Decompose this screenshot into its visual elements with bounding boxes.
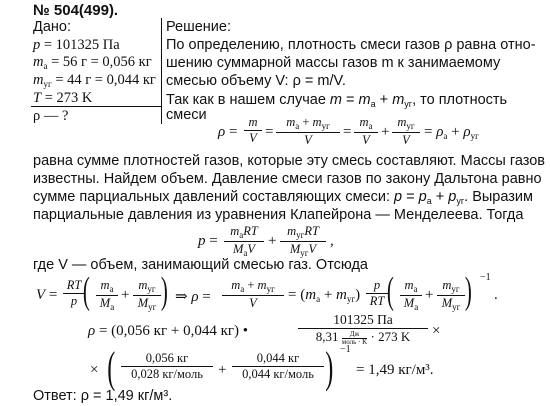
given-unknown: ρ — ? bbox=[33, 108, 69, 124]
solution-line-9: парциальные давления из уравнения Клапейрона — Менделеева. Тогда bbox=[33, 207, 524, 223]
solution-line-6: равна сумме плотностей газов, которые эту смесь составляют. Массы газов bbox=[33, 153, 545, 169]
solution-heading: Решение: bbox=[166, 19, 231, 35]
given-pressure: p = 101325 Па bbox=[33, 37, 120, 53]
solution-line-3: смесью объему V: ρ = m/V. bbox=[166, 73, 346, 89]
answer-line: Ответ: ρ = 1,49 кг/м³. bbox=[33, 388, 173, 404]
solution-line-8: сумме парциальных давлений составляющих смеси: $p = p_a + p_{уг}$. Выразим bbox=[33, 189, 533, 206]
given-mass-ug: $m_{уг} = 44$ г = 0,044 кг bbox=[33, 72, 156, 89]
given-temperature: T = 273 K bbox=[33, 90, 93, 106]
problem-number: № 504(499). bbox=[33, 2, 119, 19]
given-vertical-rule bbox=[161, 18, 162, 124]
solution-line-4: Так как в нашем случае $m = m_a + m_{уг}$, то плотность bbox=[166, 92, 508, 109]
given-mass-a: $m_a = 56$ г = 0,056 кг bbox=[33, 54, 152, 71]
given-heading: Дано: bbox=[33, 19, 71, 35]
solution-line-7: известны. Найдем объем. Давление смеси газов по закону Дальтона равно bbox=[33, 171, 542, 187]
given-divider bbox=[31, 106, 161, 107]
solution-line-5: смеси bbox=[166, 107, 207, 123]
solution-line-10: где V — объем, занимающий смесью газ. Отсюда bbox=[33, 257, 369, 273]
solution-line-2: шению суммарной массы газов m к занимаемому bbox=[166, 55, 501, 71]
solution-line-1: По определению, плотность смеси газов ρ равна отно- bbox=[166, 37, 536, 53]
